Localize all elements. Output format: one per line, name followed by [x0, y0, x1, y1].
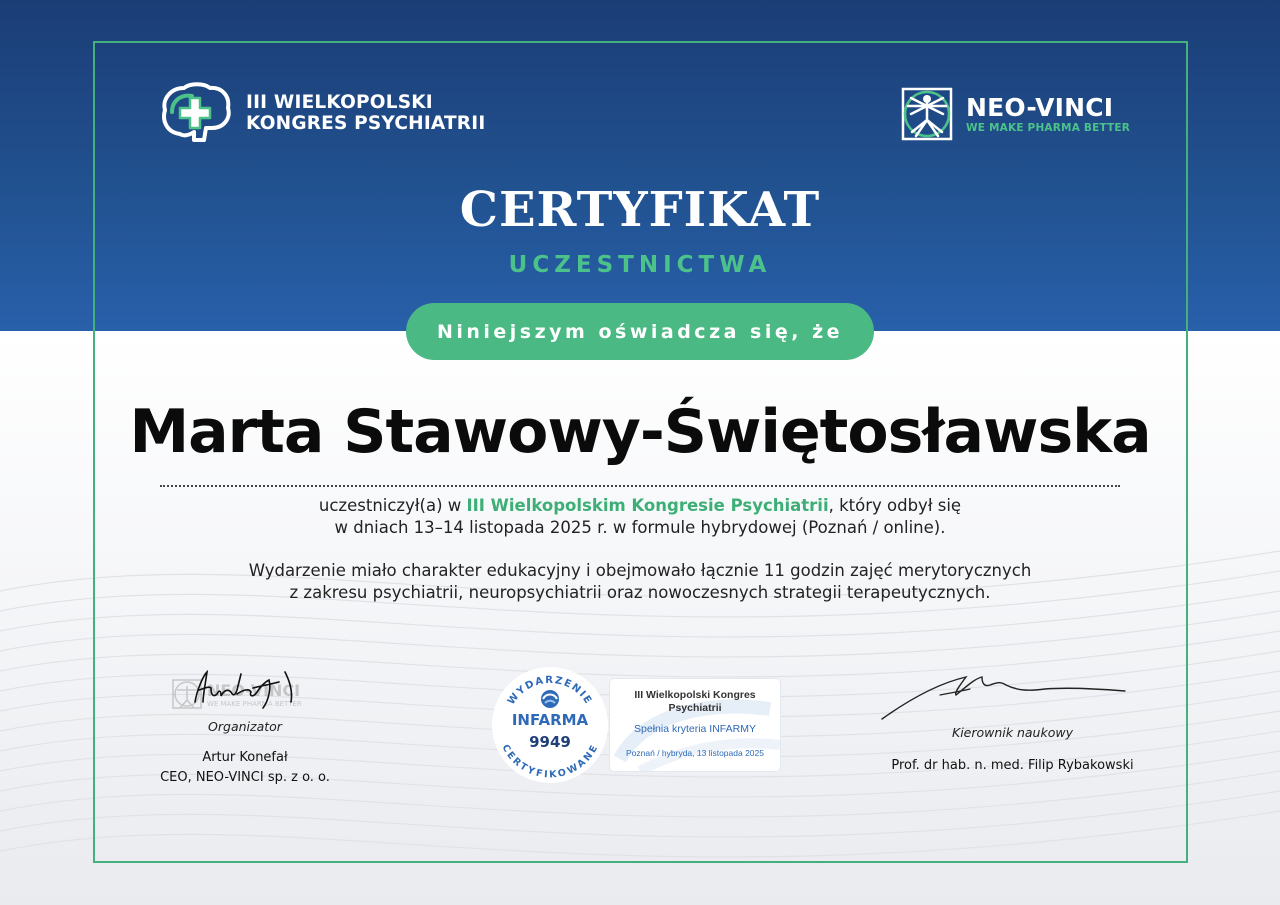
organizer-role: Organizator [208, 719, 282, 734]
body-line1-post: , który odbył się [828, 496, 962, 515]
brain-cross-icon [160, 82, 232, 144]
badge-place-date: Poznań / hybryda, 13 listopada 2025 [626, 748, 764, 758]
scientific-director-signature-block [870, 665, 1155, 776]
seal-number: 9949 [529, 733, 571, 751]
kongres-line-1: III WIELKOPOLSKI [246, 92, 433, 113]
seal-top-text: WYDARZENIE [505, 674, 595, 707]
organizer-signature [145, 660, 345, 715]
neo-vinci-tagline: WE MAKE PHARMA BETTER [966, 122, 1131, 134]
participation-text [0, 495, 1280, 539]
body-line3: Wydarzenie miało charakter edukacyjny i obejmowało łącznie 11 godzin zajęć merytorycznych [248, 561, 1032, 580]
scientific-director-role: Kierownik naukowy [952, 725, 1073, 740]
kongres-logo [160, 82, 485, 144]
badge-event-title [610, 689, 780, 715]
infarma-logo-icon [541, 690, 559, 708]
infarma-badge [490, 665, 790, 785]
kongres-line-2: KONGRES PSYCHIATRII [246, 113, 486, 134]
stamp-tagline: WE MAKE PHARMA BETTER [207, 700, 302, 708]
event-description [0, 560, 1280, 604]
neo-vinci-logo [898, 84, 1130, 144]
dotted-divider [160, 485, 1120, 487]
certified-event-seal [490, 665, 610, 785]
recipient-name: Marta Stawowy-Świętosławska [129, 397, 1151, 467]
body-line1-pre: uczestniczył(a) w [318, 496, 467, 515]
body-line4: z zakresu psychiatrii, neuropsychiatrii oraz nowoczesnych strategii terapeutycznych. [289, 583, 991, 602]
body-line2: w dniach 13–14 listopada 2025 r. w formule hybrydowej (Poznań / online). [334, 518, 946, 537]
badge-event-line-1: III Wielkopolski Kongres [634, 689, 756, 701]
seal-bottom-text: CERTYFIKOWANE [499, 742, 601, 781]
organizer-signature-block [145, 660, 345, 788]
stamp-name: NEO-VINCI [207, 681, 301, 700]
badge-event-line-2: Psychiatrii [668, 702, 722, 714]
neo-vinci-name: NEO-VINCI [966, 93, 1114, 122]
scientific-director-signature [870, 665, 1155, 721]
seal-org: INFARMA [511, 711, 589, 729]
organizer-title: CEO, NEO-VINCI sp. z o. o. [160, 770, 330, 785]
scientific-director-name: Prof. dr hab. n. med. Filip Rybakowski [891, 758, 1134, 773]
certificate-subtitle: UCZESTNICTWA [508, 252, 772, 278]
vitruvian-man-icon [898, 84, 956, 144]
event-name: III Wielkopolskim Kongresie Psychiatrii [466, 496, 829, 515]
intro-pill: Niniejszym oświadcza się, że [406, 303, 874, 360]
badge-criteria: Spełnia kryteria INFARMY [634, 723, 756, 735]
badge-card [610, 679, 780, 771]
certificate-title: CERTYFIKAT [459, 182, 821, 238]
organizer-name: Artur Konefał [202, 750, 288, 765]
